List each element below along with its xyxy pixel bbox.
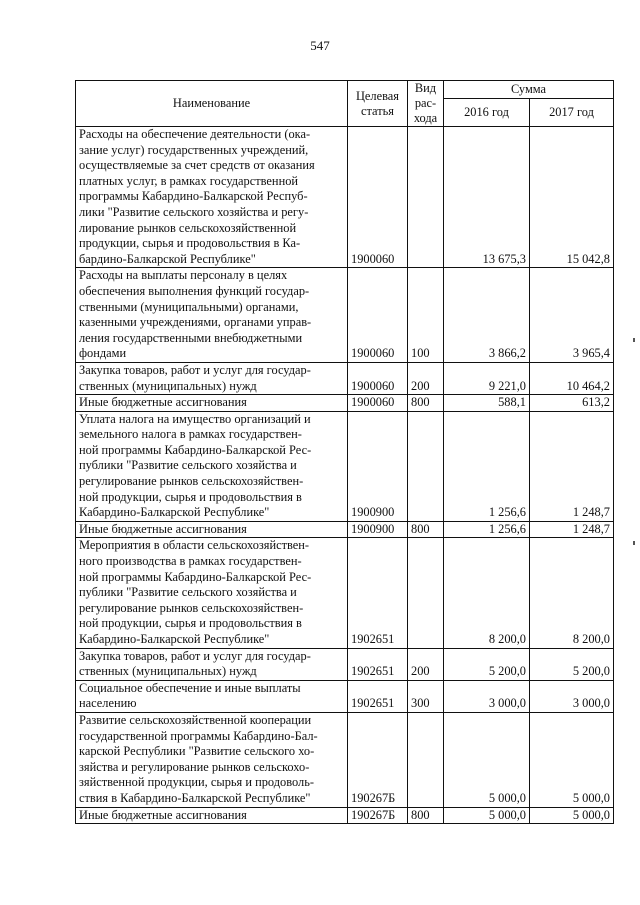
row-expense-kind-cell: 800: [408, 807, 444, 824]
row-target-article-cell: 1900060: [348, 395, 408, 412]
row-expense-kind-cell: 800: [408, 521, 444, 538]
row-name-cell: Уплата налога на имущество организаций и земельного налога в рамках государствен- ной программы Кабардино-Балкарской Рес- публики "Развитие сельского хозяйства и регулирование рынков сельскохозяйствен- ной продукции, сырья и продовольствия в Кабардино-Балкарской Республике": [76, 411, 348, 521]
row-amount-2016-cell: 5 000,0: [444, 807, 530, 824]
header-sum: Сумма: [444, 81, 614, 99]
header-year-2017: 2017 год: [530, 98, 614, 126]
table-row: [76, 521, 614, 538]
table-row: [76, 127, 614, 268]
row-target-article-cell: 190267Б: [348, 807, 408, 824]
row-name-cell: Мероприятия в области сельскохозяйствен- ного производства в рамках государствен- ной программы Кабардино-Балкарской Рес- публики "Развитие сельского хозяйства и регулирование рынков сельскохозяйствен- ной продукции, сырья и продовольствия в Кабардино-Балкарской Республике": [76, 538, 348, 648]
row-target-article-cell: 1902651: [348, 648, 408, 680]
row-amount-2016-cell: 13 675,3: [444, 127, 530, 268]
row-target-article-cell: 1900900: [348, 411, 408, 521]
row-expense-kind-cell: [408, 127, 444, 268]
row-target-article-cell: 1900060: [348, 362, 408, 394]
row-name-cell: Социальное обеспечение и иные выплаты населению: [76, 680, 348, 712]
row-amount-2016-cell: 5 000,0: [444, 712, 530, 807]
row-amount-2017-cell: 15 042,8: [530, 127, 614, 268]
row-amount-2016-cell: 9 221,0: [444, 362, 530, 394]
row-target-article-cell: 1902651: [348, 680, 408, 712]
row-expense-kind-cell: 200: [408, 362, 444, 394]
row-amount-2017-cell: 10 464,2: [530, 362, 614, 394]
row-name-cell: Расходы на выплаты персоналу в целях обеспечения выполнения функций государ- ственными (муниципальными) органами, казенными учреждениями, органами управ- ления государственными внебюджетными фондами: [76, 268, 348, 363]
row-expense-kind-cell: 800: [408, 395, 444, 412]
table-row: [76, 362, 614, 394]
header-year-2016: 2016 год: [444, 98, 530, 126]
row-amount-2017-cell: 8 200,0: [530, 538, 614, 648]
row-expense-kind-cell: 300: [408, 680, 444, 712]
header-expense-kind: Вид рас- хода: [408, 81, 444, 127]
row-expense-kind-cell: [408, 411, 444, 521]
row-name-cell: Закупка товаров, работ и услуг для государ- ственных (муниципальных) нужд: [76, 362, 348, 394]
row-amount-2017-cell: 5 200,0: [530, 648, 614, 680]
row-amount-2017-cell: 1 248,7: [530, 411, 614, 521]
row-amount-2016-cell: 3 000,0: [444, 680, 530, 712]
row-name-cell: Иные бюджетные ассигнования: [76, 395, 348, 412]
row-amount-2016-cell: 1 256,6: [444, 411, 530, 521]
row-name-cell: Иные бюджетные ассигнования: [76, 807, 348, 824]
row-amount-2017-cell: 1 248,7: [530, 521, 614, 538]
row-target-article-cell: 1902651: [348, 538, 408, 648]
row-name-cell: Развитие сельскохозяйственной кооперации государственной программы Кабардино-Бал- карской Республики "Развитие сельского хо- зяйства и регулирование рынков сельскохо- зяйственной продукции, сырья и продоволь- ствия в Кабардино-Балкарской Республике": [76, 712, 348, 807]
row-expense-kind-cell: 100: [408, 268, 444, 363]
row-amount-2016-cell: 588,1: [444, 395, 530, 412]
scan-mark: [633, 541, 635, 545]
table-header: [76, 81, 614, 127]
row-amount-2017-cell: 5 000,0: [530, 712, 614, 807]
row-name-cell: Закупка товаров, работ и услуг для государ- ственных (муниципальных) нужд: [76, 648, 348, 680]
scan-mark: [633, 338, 635, 342]
row-amount-2017-cell: 3 965,4: [530, 268, 614, 363]
table-row: [76, 648, 614, 680]
table-body: [76, 127, 614, 824]
row-target-article-cell: 190267Б: [348, 712, 408, 807]
header-target-article: Целевая статья: [348, 81, 408, 127]
row-expense-kind-cell: 200: [408, 648, 444, 680]
table-row: [76, 807, 614, 824]
row-amount-2016-cell: 8 200,0: [444, 538, 530, 648]
row-amount-2016-cell: 1 256,6: [444, 521, 530, 538]
budget-table: [75, 80, 614, 824]
row-amount-2017-cell: 5 000,0: [530, 807, 614, 824]
row-amount-2017-cell: 3 000,0: [530, 680, 614, 712]
table-row: [76, 680, 614, 712]
row-target-article-cell: 1900060: [348, 268, 408, 363]
row-expense-kind-cell: [408, 712, 444, 807]
row-expense-kind-cell: [408, 538, 444, 648]
page-number: 547: [310, 38, 330, 53]
row-amount-2016-cell: 3 866,2: [444, 268, 530, 363]
row-target-article-cell: 1900900: [348, 521, 408, 538]
table-row: [76, 411, 614, 521]
row-amount-2016-cell: 5 200,0: [444, 648, 530, 680]
row-amount-2017-cell: 613,2: [530, 395, 614, 412]
table-row: [76, 538, 614, 648]
table-row: [76, 268, 614, 363]
table-row: [76, 712, 614, 807]
row-name-cell: Расходы на обеспечение деятельности (ока- зание услуг) государственных учреждений, осуществляемые за счет средств от оказания платных услуг, в рамках государственной программы Кабардино-Балкарской Респуб- лики "Развитие сельского хозяйства и регу- лирование рынков сельскохозяйственной продукции, сырья и продовольствия в Ка- бардино-Балкарской Республике": [76, 127, 348, 268]
row-name-cell: Иные бюджетные ассигнования: [76, 521, 348, 538]
row-target-article-cell: 1900060: [348, 127, 408, 268]
table-row: [76, 395, 614, 412]
header-name: Наименование: [76, 81, 348, 127]
